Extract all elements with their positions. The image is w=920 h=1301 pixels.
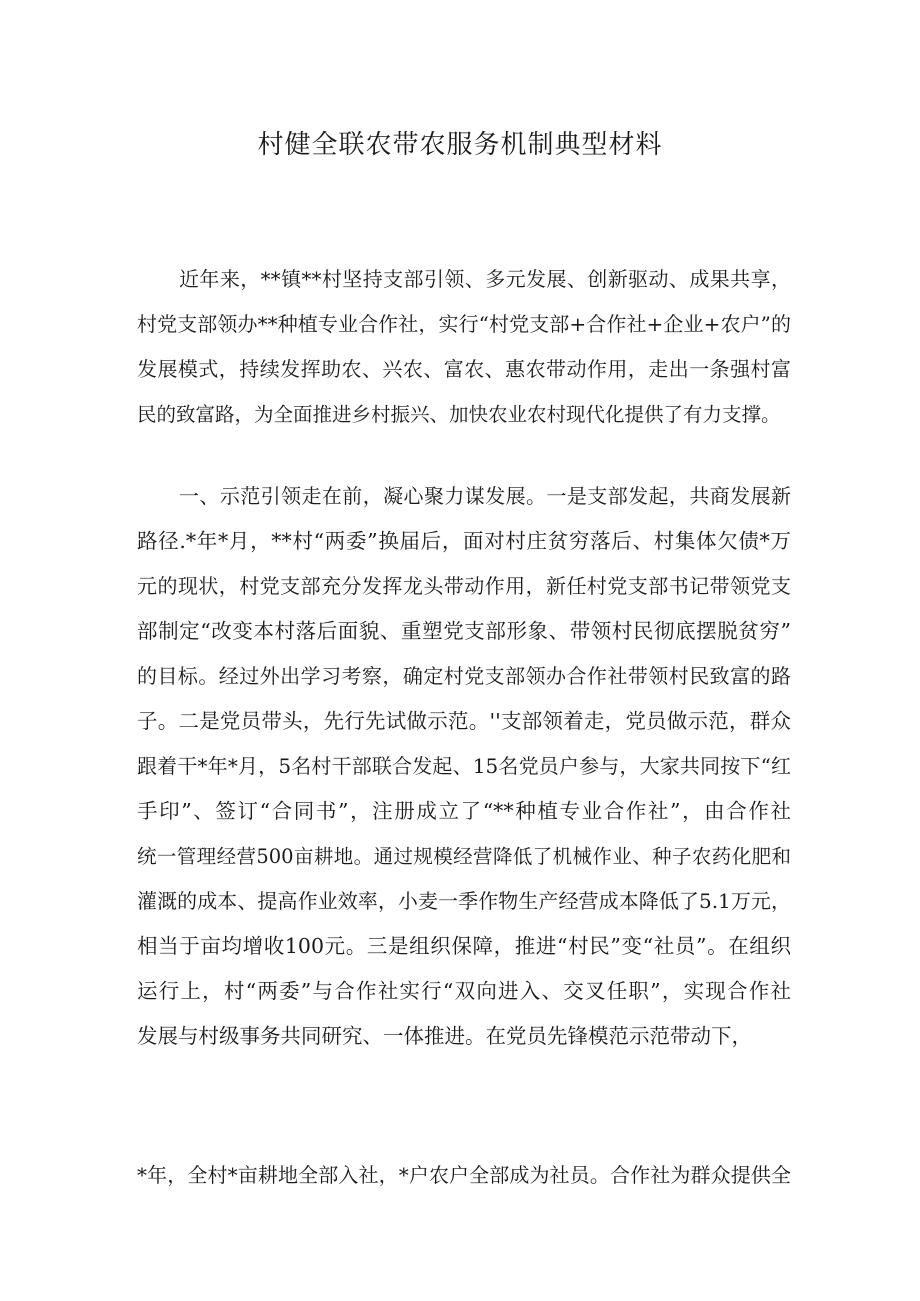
paragraph-section-one (137, 474, 791, 1059)
text-line: 相当于亩均增收100元。三是组织保障，推进“村民”变“社员”。在组织 (137, 934, 791, 958)
text-line: *年，全村*亩耕地全部入社，*户农户全部成为社员。合作社为群众提供全 (137, 1163, 791, 1187)
text-line: 村党支部领办**种植专业合作社，实行“村党支部+合作社+企业+农户”的 (137, 312, 791, 336)
paragraph-intro (137, 257, 791, 437)
text-line: 民的致富路，为全面推进乡村振兴、加快农业农村现代化提供了有力支撑。 (137, 403, 781, 426)
text-line: 子。二是党员带头，先行先试做示范。''支部领着走，党员做示范，群众 (137, 709, 791, 733)
text-line: 跟着干*年*月，5名村干部联合发起、15名党员户参与，大家共同按下“红 (137, 754, 791, 778)
text-line: 统一管理经营500亩耕地。通过规模经营降低了机械作业、种子农药化肥和 (137, 845, 791, 868)
text-line: 的目标。经过外出学习考察，确定村党支部领办合作社带领村民致富的路 (137, 664, 791, 688)
text-line: 一、示范引领走在前，凝心聚力谋发展。一是支部发起，共商发展新 (179, 484, 791, 508)
text-line: 运行上，村“两委”与合作社实行“双向进入、交叉任职”，实现合作社 (137, 979, 791, 1003)
document-title: 村健全联农带农服务机制典型材料 (257, 130, 663, 160)
text-line: 元的现状，村党支部充分发挥龙头带动作用，新任村党支部书记带领党支 (137, 574, 791, 598)
text-line: 路径.*年*月，**村“两委”换届后，面对村庄贫穷落后、村集体欠债*万 (137, 529, 791, 553)
text-line: 手印”、签订“合同书”，注册成立了“**种植专业合作社”，由合作社 (137, 799, 791, 823)
paragraph-continuation (137, 1153, 791, 1198)
text-line: 近年来，**镇**村坚持支部引领、多元发展、创新驱动、成果共享， (179, 267, 791, 291)
text-line: 发展模式，持续发挥助农、兴农、富农、惠农带动作用，走出一条强村富 (137, 357, 791, 381)
text-line: 发展与村级事务共同研究、一体推进。在党员先锋模范示范带动下， (137, 1024, 752, 1048)
text-line: 部制定“改变本村落后面貌、重塑党支部形象、带领村民彻底摆脱贫穷” (137, 619, 791, 643)
text-line: 灌溉的成本、提高作业效率，小麦一季作物生产经营成本降低了5.1万元， (137, 889, 791, 913)
